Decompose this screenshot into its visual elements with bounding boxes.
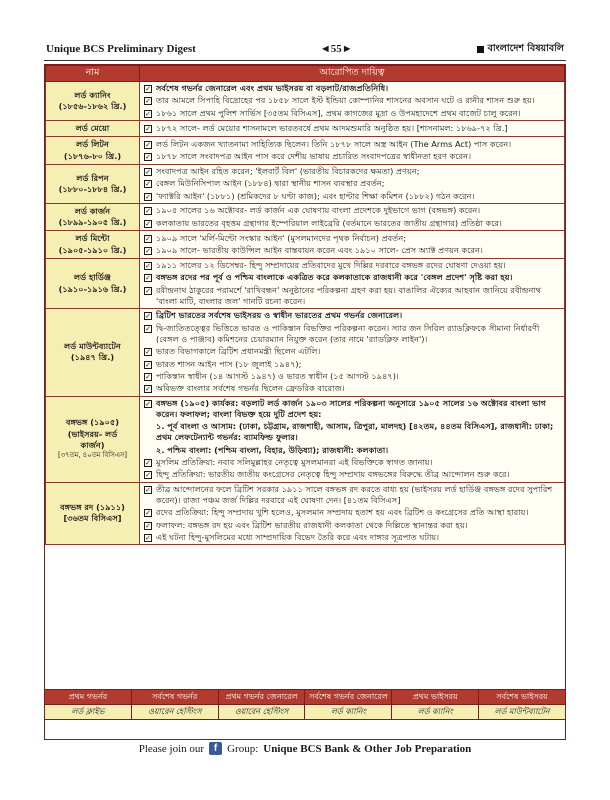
- facebook-icon: f: [209, 742, 222, 755]
- list-item: [144, 383, 560, 394]
- item-text: লর্ড লিটন একজন খ্যাতনামা সাহিত্যিক ছিলেন। তিনি ১৮৭৮ সালে অস্ত্র আইন (The Arms Act) পাস করেন।: [156, 138, 512, 149]
- item-text: রদের প্রতিক্রিয়া: হিন্দু সম্প্রদায় খুশি হলেও, মুসলমান সম্প্রদায় হতাশ হয় এবং ব্রিটিশ ও কংগ্রেসের প্রতি আস্থা হারায়।: [156, 507, 529, 518]
- row-name-line: (১৮৫৬-১৮৬২ খ্রি.): [58, 100, 127, 111]
- checkbox-icon: ✓: [145, 399, 151, 408]
- table-row: [46, 309, 565, 396]
- item-text: ২. পশ্চিম বাংলা: (পশ্চিম বাংলা, বিহার, উড়িষ্যা); রাজধানী: কলকাতা।: [156, 444, 389, 455]
- list-item: [144, 260, 560, 271]
- checkbox-icon: ✓: [145, 262, 151, 271]
- row-name-line: লর্ড ক্যানিং: [74, 89, 111, 100]
- item-text: মুসলিম প্রতিক্রিয়া: নবাব সলিমুল্লাহর নেতৃত্বে মুসলমানরা এই বিভক্তিকে স্বাগত জানায়।: [156, 457, 433, 468]
- page-number: ◄55►: [319, 43, 353, 55]
- item-text: ১৮৭৮ সালে সংবাদপত্র আইন পাস করে দেশীয় ভাষায় প্রচারিত সংবাদপত্রের স্বাধীনতা হরণ করেন।: [156, 151, 471, 162]
- table-row: [46, 203, 565, 231]
- row-name-line: (১৮৯৯-১৯০৫ খ্রি.): [58, 217, 127, 228]
- list-item: [144, 520, 560, 531]
- list-item: [144, 233, 560, 244]
- item-text: কলকাতায় ভারতের বৃহত্তম গ্রন্থাগার ইম্পেরিয়াল লাইব্রেরি (বর্তমানে ভারতের জাতীয় গ্রন্থাগার) প্রতিষ্ঠা করে।: [156, 217, 502, 228]
- page-footer: [0, 742, 610, 755]
- row-name-cell: [46, 137, 140, 165]
- list-item: [144, 218, 560, 229]
- subject-label: [477, 42, 564, 57]
- table-row: [46, 482, 565, 545]
- item-text: ১৯০৫ সালের ১৬ অক্টোবর- লর্ড কার্জন এক ঘোষণায় বাংলা প্রদেশকে দুইভাগে ভাগ (বঙ্গভঙ্গ) করেন।: [156, 205, 481, 216]
- list-item: [144, 108, 560, 119]
- checkbox-icon: ✓: [145, 348, 151, 357]
- checkbox-icon: ✓: [145, 85, 151, 93]
- item-text: ১৮৭২ সালে- লর্ড মেয়োর শাসনামলে ভারতবর্ষে প্রথম আদমশুমারি অনুষ্ঠিত হয়। [শাসনামল: ১৮৬৯-৭২ খ্রি.]: [156, 122, 508, 133]
- item-text: ভারত শাসন আইন পাস (১৮ জুলাই ১৯৪৭);: [156, 358, 302, 369]
- summary-table: [44, 689, 566, 720]
- table-row: [46, 231, 565, 259]
- page-header: [46, 40, 564, 58]
- row-name-note: [৩৭তম, ৪০তম বিসিএস]: [57, 451, 128, 460]
- list-item: [144, 310, 560, 321]
- main-table: [45, 65, 565, 545]
- row-name-line: কার্জন): [80, 440, 105, 451]
- main-table-frame: [44, 64, 566, 740]
- list-item: [144, 457, 560, 468]
- row-items-cell: [140, 137, 565, 165]
- summary-header-row: [45, 690, 566, 705]
- row-name-cell: [46, 120, 140, 136]
- item-text: ভারত বিভাগকালে ব্রিটিশ প্রধানমন্ত্রী ছিলেন এটলি।: [156, 346, 321, 357]
- list-item: [144, 484, 560, 507]
- list-item: [144, 421, 560, 444]
- row-items-cell: [140, 396, 565, 482]
- row-name-line: (১৯১০-১৯১৬ খ্রি.): [58, 283, 127, 294]
- list-item: [144, 359, 560, 370]
- row-items-cell: [140, 482, 565, 545]
- footer-group-label: Group:: [227, 742, 259, 755]
- item-text: রবীন্দ্রনাথ ঠাকুরের পরামর্শে 'রাখিবন্ধন' অনুষ্ঠানের পরিকল্পনা গ্রহণ করা হয়। বাঙালির ঐক্যের আহবান জানিয়ে রবীন্দ্রনাথ 'বাংলা মাটি, বাংলার জল' গানটি রচনা করেন।: [156, 284, 542, 306]
- list-item: [144, 469, 560, 480]
- row-name-cell: [46, 309, 140, 396]
- row-name-cell: [46, 482, 140, 545]
- row-items-cell: [140, 309, 565, 396]
- checkbox-icon: ✓: [145, 485, 151, 494]
- list-item: [144, 139, 560, 150]
- row-name-line: লর্ড কার্জন: [74, 205, 111, 216]
- item-text: ১৮৬১ সালে প্রথম পুলিশ সার্ভিস [৩৫তম বিসিএস], প্রথম কাগজের মুদ্রা ও উপমহাদেশে প্রথম বাজেট চালু করেন।: [156, 107, 521, 118]
- square-bullet-icon: [477, 46, 484, 53]
- footer-group-name: Unique BCS Bank & Other Job Preparation: [263, 742, 472, 755]
- checkbox-icon: ✓: [145, 192, 151, 201]
- list-item: [144, 285, 560, 308]
- checkbox-icon: ✓: [145, 234, 151, 243]
- item-text: 'ফ্যাক্টরি আইন' (১৮৮১) (শ্রমিকদের ৮ ঘণ্টা কাজ); এবং হান্টার শিক্ষা কমিশন (১৮৮২) গঠন করেন।: [156, 190, 475, 201]
- item-text: ১. পূর্ব বাংলা ও আসাম: (ঢাকা, চট্টগ্রাম, রাজশাহী, আসাম, ত্রিপুরা, মালদহ) [৪২তম, ৪৪তম বিসিএস], রাজধানী: ঢাকা; প্রথম লেফটেন্যান্ট গভর্নর: ব্যামফিল্ড ফুলার।: [156, 421, 554, 443]
- checkbox-icon: ✓: [145, 471, 151, 480]
- summary-header-cell: সর্বশেষ ভাইসরয়: [479, 690, 566, 705]
- list-item: [144, 83, 560, 94]
- summary-header-cell: সর্বশেষ গভর্নর: [131, 690, 218, 705]
- main-table-header-row: [46, 66, 565, 82]
- list-item: [144, 272, 560, 283]
- row-name-cell: [46, 259, 140, 309]
- summary-header-cell: প্রথম গভর্নর: [45, 690, 132, 705]
- row-name-cell: [46, 396, 140, 482]
- item-text: ১৯০৯ সালে 'মর্লি-মিন্টো সংস্কার আইন' (মুসলমানদের পৃথক নির্বাচন) প্রবর্তন;: [156, 232, 406, 243]
- checkbox-icon: ✓: [145, 219, 151, 228]
- list-item: [144, 191, 560, 202]
- header-divider: [44, 60, 566, 61]
- checkbox-icon: ✓: [145, 372, 151, 381]
- item-text: এই ঘটনা হিন্দু-মুসলিমের মধ্যে সাম্প্রদায়িক বিভেদ তৈরি করে এবং দাঙ্গার সূত্রপাত ঘটায়।: [156, 531, 440, 542]
- item-text: বেঙ্গল মিউনিসিপাল আইন (১৮৮৪) দ্বারা স্থানীয় শাসন ব্যবস্থার প্রবর্তন;: [156, 178, 385, 189]
- list-item: [144, 346, 560, 357]
- item-text: অবিভক্ত বাংলার সর্বশেষ গভর্নর ছিলেন ফ্রেডরিক বারোজ।: [156, 383, 345, 394]
- item-text: ১৯০৯ সালে- ভারতীয় কাউন্সিল আইন বাস্তবায়ন করেন এবং ১৯১০ সালে- প্রেস অ্যাক্ট প্রণয়ন করেন।: [156, 245, 483, 256]
- row-items-cell: [140, 164, 565, 203]
- checkbox-icon: ✓: [145, 140, 151, 149]
- checkbox-icon: ✓: [145, 459, 151, 468]
- book-title: Unique BCS Preliminary Digest: [46, 43, 196, 55]
- row-items-cell: [140, 82, 565, 121]
- item-text: দ্বি-জাতিতত্ত্বের ভিত্তিতে ভারত ও পাকিস্তান বিভক্তির পরিকল্পনা করেন। স্যার জন সিরিল র‌্যাডক্লিফকে সীমানা নির্ধারণী (বেঙ্গল ও পাঞ্জাব) কমিশনের চেয়ারম্যান নিযুক্ত করেন (তার নামে 'র‌্যাডক্লিফ লাইন')।: [156, 322, 540, 344]
- row-name-line: (১৯০৫-১৯১০ খ্রি.): [58, 244, 127, 255]
- footer-prefix: Please join our: [138, 742, 205, 755]
- checkbox-icon: ✓: [145, 180, 151, 189]
- checkbox-icon: ✓: [145, 286, 151, 295]
- checkbox-icon: ✓: [145, 153, 151, 162]
- item-text: ফলাফল: বঙ্গভঙ্গ রদ হয় এবং ব্রিটিশ ভারতীয় রাজধানী কলকাতা থেকে দিল্লিতে স্থানান্তর করা হয়।: [156, 519, 468, 530]
- row-items-cell: [140, 231, 565, 259]
- summary-value-cell: ওয়ারেন হেস্টিংস: [131, 705, 218, 720]
- checkbox-icon: ✓: [145, 207, 151, 216]
- checkbox-icon: ✓: [145, 97, 151, 106]
- summary-value-cell: লর্ড ক্লাইভ: [45, 705, 132, 720]
- checkbox-icon: ✓: [145, 521, 151, 530]
- checkbox-icon: ✓: [145, 167, 151, 176]
- row-name-line: (১৯৪৭ খ্রি.): [70, 352, 115, 363]
- checkbox-icon: ✓: [145, 360, 151, 369]
- list-item: [144, 151, 560, 162]
- row-name-cell: [46, 231, 140, 259]
- summary-value-cell: লর্ড ক্যানিং: [392, 705, 479, 720]
- list-item: [144, 398, 560, 421]
- row-name-cell: [46, 203, 140, 231]
- row-items-cell: [140, 259, 565, 309]
- row-name-line: (১৮৮০-১৮৮৪ খ্রি.): [58, 183, 127, 194]
- row-name-cell: [46, 82, 140, 121]
- item-text: হিন্দু প্রতিক্রিয়া: ভারতীয় জাতীয় কংগ্রেসের নেতৃত্বে হিন্দু সম্প্রদায় বঙ্গভঙ্গের বিরুদ্ধে তীব্র আন্দোলন শুরু করে।: [156, 469, 510, 480]
- item-text: বঙ্গভঙ্গ (১৯০৫) কার্যকর: বড়লাট লর্ড কার্জন ১৯০৩ সালের পরিকল্পনা অনুসারে ১৯০৫ সালের ১৬ অক্টোবর বাংলা ভাগ করেন। ফলাফল; বাংলা বিভক্ত হয়ে দুটি প্রদেশ হয়:: [156, 397, 546, 419]
- checkbox-icon: ✓: [145, 312, 151, 321]
- row-name-line: লর্ড রিপন: [76, 172, 109, 183]
- row-items-cell: [140, 120, 565, 136]
- checkbox-icon: ✓: [145, 274, 151, 283]
- summary-value-cell: লর্ড মাউন্টব্যাটেন: [479, 705, 566, 720]
- row-items-cell: [140, 203, 565, 231]
- checkbox-icon: ✓: [145, 385, 151, 394]
- row-name-line: লর্ড লিটন: [76, 139, 109, 150]
- row-name-line: লর্ড হার্ডিঞ্জ: [73, 272, 112, 283]
- row-name-line: [৩৬তম বিসিএস]: [63, 513, 122, 524]
- list-item: [144, 445, 560, 456]
- row-name-line: লর্ড মেয়ো: [75, 122, 110, 133]
- item-text: সর্বশেষ গভর্নর জেনারেল এবং প্রথম ভাইসরয় বা বড়লাট/রাজপ্রতিনিধি।: [156, 83, 389, 93]
- col-name-header: নাম: [46, 66, 140, 82]
- item-text: তার আমলে সিপাহি বিদ্রোহের পর ১৮৫৮ সালে ইস্ট ইন্ডিয়া কোম্পানির শাসনের অবসান ঘটে ও রানীর শাসন শুরু হয়।: [156, 95, 535, 106]
- item-text: ব্রিটিশ ভারতের সর্বশেষ ভাইসরয় ও স্বাধীন ভারতের প্রথম গভর্নর জেনারেল।: [156, 310, 403, 321]
- table-row: [46, 259, 565, 309]
- row-name-line: (ভাইসরয়- লর্ড: [67, 428, 118, 439]
- list-item: [144, 532, 560, 543]
- list-item: [144, 245, 560, 256]
- item-text: পাকিস্তান স্বাধীন (১৪ আগস্ট ১৯৪৭) ও ভারত স্বাধীন (১৫ আগস্ট ১৯৪৭)।: [156, 370, 399, 381]
- item-text: তীব্র আন্দোলনের ফলে ব্রিটিশ সরকার ১৯১১ সালে বঙ্গভঙ্গ রদ করতে বাধ্য হয় (ভাইসরয় লর্ড হার্ডিঞ্জ বঙ্গভঙ্গ রদের সুপারিশ করেন)। রাজা পঞ্চম জর্জ দিল্লির দরবারে এই ঘোষণা দেন। [৪১তম বিসিএস]: [156, 483, 553, 505]
- summary-header-cell: প্রথম ভাইসরয়: [392, 690, 479, 705]
- item-text: ১৯১১ সালের ১২ ডিসেম্বর- হিন্দু সম্প্রদায়ের প্রতিবাদের মুখে দিল্লির দরবারে বঙ্গভঙ্গ রদের ঘোষণা দেওয়া হয়।: [156, 260, 506, 271]
- list-item: [144, 205, 560, 216]
- table-row: [46, 396, 565, 482]
- table-row: [46, 137, 565, 165]
- checkbox-icon: ✓: [145, 247, 151, 256]
- row-name-line: লর্ড মিন্টো: [75, 233, 110, 244]
- list-item: [144, 123, 560, 134]
- checkbox-icon: ✓: [145, 324, 151, 333]
- table-row: [46, 164, 565, 203]
- item-text: বঙ্গভঙ্গ রদের পর পূর্ব ও পশ্চিম বাংলাকে একত্রিত করে কলকাতাকে রাজধানী করে 'বেঙ্গল প্রদেশ' সৃষ্টি করা হয়।: [156, 272, 513, 283]
- row-name-line: লর্ড মাউন্টব্যাটেন: [64, 341, 121, 352]
- list-item: [144, 507, 560, 518]
- summary-value-row: [45, 705, 566, 720]
- row-name-line: বঙ্গভঙ্গ (১৯০৫): [65, 417, 120, 428]
- list-item: [144, 371, 560, 382]
- checkbox-icon: ✓: [145, 533, 151, 542]
- summary-value-cell: ওয়ারেন হেস্টিংস: [218, 705, 305, 720]
- list-item: [144, 178, 560, 189]
- list-item: [144, 323, 560, 346]
- row-name-cell: [46, 164, 140, 203]
- summary-header-cell: সর্বশেষ গভর্নর জেনারেল: [305, 690, 392, 705]
- row-name-line: বঙ্গভঙ্গ রদ (১৯১১): [60, 502, 125, 513]
- table-row: [46, 120, 565, 136]
- subject-text: বাংলাদেশ বিষয়াবলি: [487, 42, 564, 54]
- list-item: [144, 166, 560, 177]
- list-item: [144, 95, 560, 106]
- checkbox-icon: ✓: [145, 109, 151, 118]
- checkbox-icon: ✓: [145, 124, 151, 133]
- table-row: [46, 82, 565, 121]
- summary-header-cell: প্রথম গভর্নর জেনারেল: [218, 690, 305, 705]
- row-name-line: (১৮৭৬-৮০ খ্রি.): [63, 150, 122, 161]
- summary-value-cell: লর্ড ক্যানিং: [305, 705, 392, 720]
- item-text: সংবাদপত্র আইন রহিত করেন; 'ইলবার্ট বিল' (ভারতীয় বিচারকদের ক্ষমতা) প্রণয়ন;: [156, 165, 420, 176]
- col-duty-header: আরোপিত দায়িত্ব: [140, 66, 565, 82]
- checkbox-icon: ✓: [145, 509, 151, 518]
